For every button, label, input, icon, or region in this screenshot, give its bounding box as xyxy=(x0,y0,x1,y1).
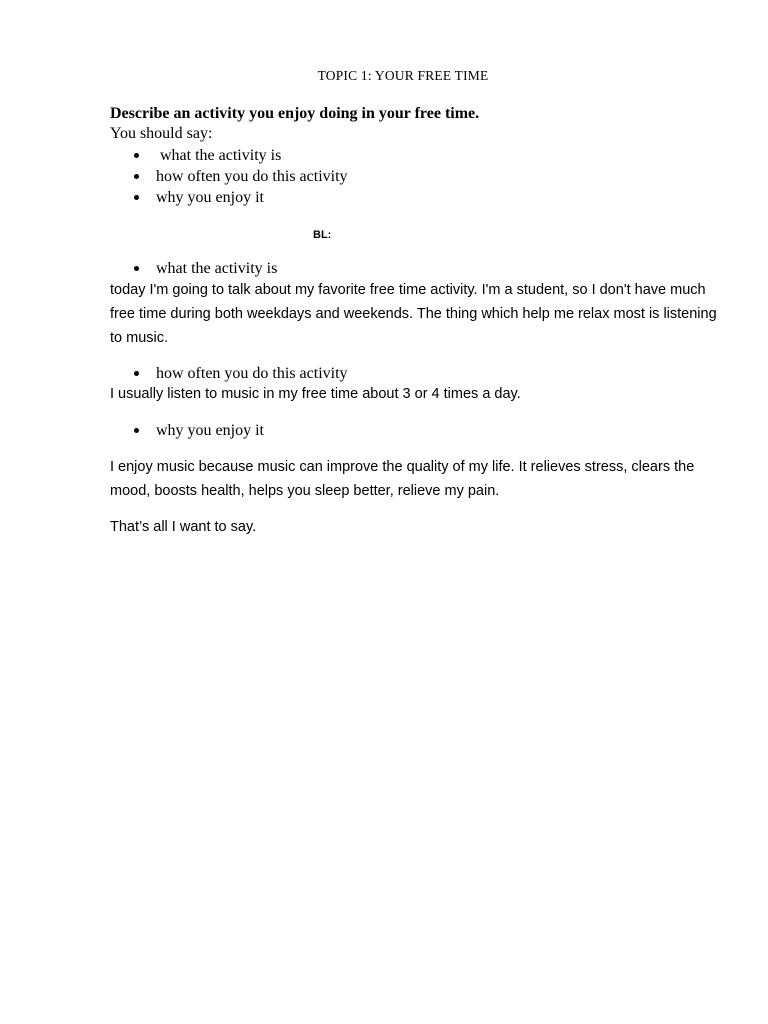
task-heading: Describe an activity you enjoy doing in your free time. xyxy=(110,105,480,122)
list-item xyxy=(134,258,277,279)
answer-bullet-text: why you enjoy it xyxy=(156,422,264,439)
closing-sentence: That’s all I want to say. xyxy=(110,519,257,535)
prompt-list xyxy=(134,145,348,208)
bullet-icon xyxy=(134,371,139,376)
answer-paragraph-2: I usually listen to music in my free time about 3 or 4 times a day. xyxy=(110,386,521,402)
list-item xyxy=(134,166,348,187)
list-item xyxy=(134,363,348,384)
bl-label: BL: xyxy=(313,229,332,241)
answer-bullet-3 xyxy=(134,420,264,441)
answer-paragraph-1: today I'm going to talk about my favorite free time activity. I'm a student, so I don't have much free time during both weekdays and weekends. The thing which help me relax most is listening to music. xyxy=(110,282,717,346)
answer-paragraph-3: I enjoy music because music can improve the quality of my life. It relieves stress, clears the mood, boosts health, helps you sleep better, relieve my pain. xyxy=(110,459,695,499)
list-item xyxy=(134,145,348,166)
bullet-icon xyxy=(134,195,139,200)
bullet-icon xyxy=(134,174,139,179)
prompt-text: how often you do this activity xyxy=(156,168,348,185)
prompt-text: what the activity is xyxy=(156,147,282,164)
prompt-text: why you enjoy it xyxy=(156,189,264,206)
bullet-icon xyxy=(134,266,139,271)
list-item xyxy=(134,187,348,208)
list-item xyxy=(134,420,264,441)
bullet-icon xyxy=(134,153,139,158)
answer-bullet-text: what the activity is xyxy=(156,260,278,277)
bullet-icon xyxy=(134,428,139,433)
document-title: TOPIC 1: YOUR FREE TIME xyxy=(317,68,489,83)
answer-bullet-2 xyxy=(134,363,348,384)
task-intro: You should say: xyxy=(110,125,213,142)
answer-bullet-1 xyxy=(134,258,277,279)
answer-bullet-text: how often you do this activity xyxy=(156,365,348,382)
